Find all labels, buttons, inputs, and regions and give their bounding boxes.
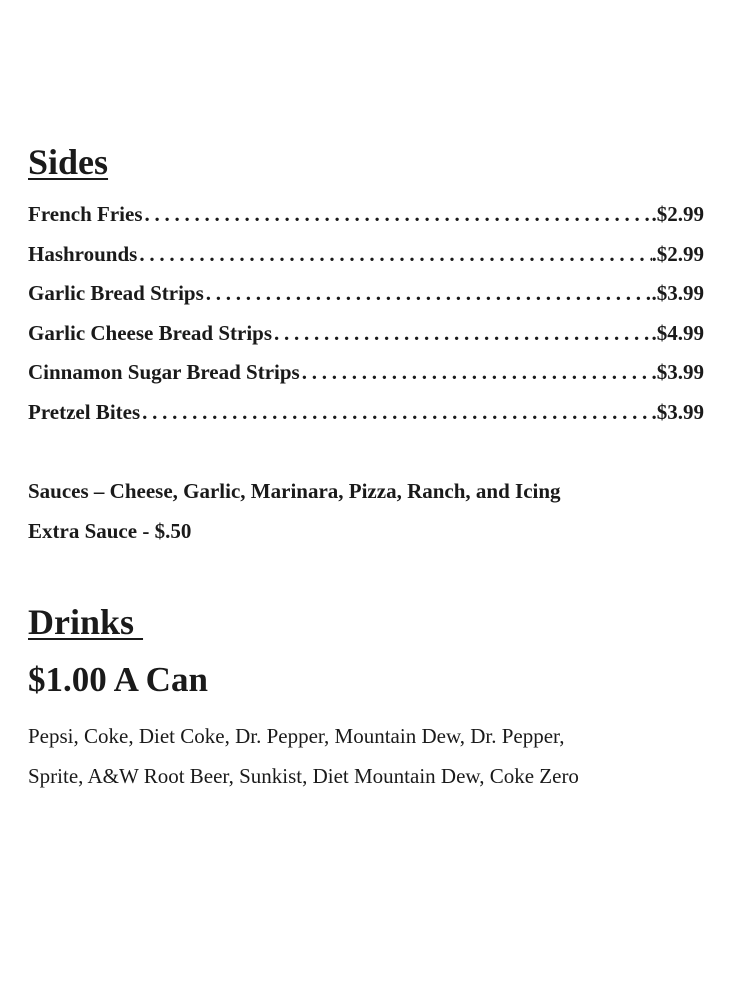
extra-sauce-text: Extra Sauce - $.50 <box>28 519 192 543</box>
dot-leader <box>143 198 652 230</box>
drinks-heading: Drinks <box>28 602 144 642</box>
menu-item-name: Pretzel Bites <box>28 399 141 424</box>
sauces-text: Sauces – Cheese, Garlic, Marinara, Pizza, Ranch, and Icing <box>28 479 561 503</box>
menu-item-name: Garlic Bread Strips <box>28 281 204 306</box>
menu-item-price: .$3.99 <box>652 396 705 428</box>
menu-item-hashrounds <box>28 238 704 278</box>
drinks-price: $1.00 A Can <box>28 660 208 699</box>
dot-leader <box>140 396 651 428</box>
menu-item-price: .$2.99 <box>652 198 705 230</box>
menu-item-price: .$4.99 <box>652 317 705 349</box>
menu-item-pretzel-bites <box>28 396 704 436</box>
menu-item-name: Hashrounds <box>28 241 138 266</box>
drinks-list-line: Sprite, A&W Root Beer, Sunkist, Diet Mountain Dew, Coke Zero <box>28 764 579 788</box>
menu-item-garlic-cheese-bread-strips <box>28 317 704 357</box>
drinks-list-line: Pepsi, Coke, Diet Coke, Dr. Pepper, Mountain Dew, Dr. Pepper, <box>28 724 565 748</box>
menu-item-price: .$3.99 <box>652 356 705 388</box>
sides-heading: Sides <box>28 142 109 182</box>
menu-item-price: .$2.99 <box>652 238 705 270</box>
menu-item-name: Cinnamon Sugar Bread Strips <box>28 360 300 385</box>
menu-item-name: French Fries <box>28 202 143 226</box>
menu-item-cinnamon-sugar-bread-strips <box>28 356 704 396</box>
dot-leader <box>272 317 651 349</box>
menu-item-french-fries <box>28 198 704 238</box>
menu-item-price: .$3.99 <box>652 277 705 309</box>
dot-leader <box>300 356 652 388</box>
dot-leader <box>204 277 652 309</box>
menu-item-garlic-bread-strips <box>28 277 704 317</box>
dot-leader <box>137 238 651 270</box>
sides-menu-list <box>28 198 704 436</box>
menu-item-name: Garlic Cheese Bread Strips <box>28 320 273 345</box>
